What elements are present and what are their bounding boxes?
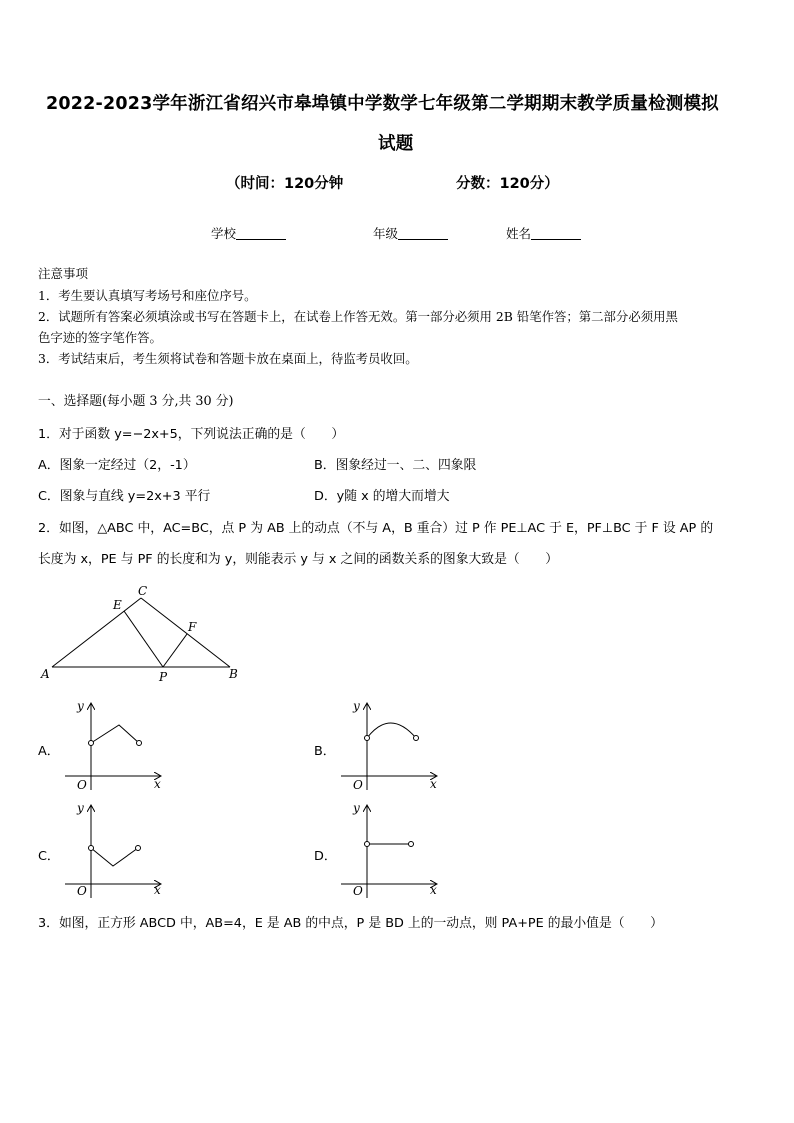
axis-x: x	[154, 777, 161, 791]
question-1-option-b[interactable]: B．图象经过一、二、四象限	[314, 458, 477, 473]
axis-x: x	[154, 883, 161, 897]
question-1-stem: 1．对于函数 y=−2x+5，下列说法正确的是（ ）	[38, 427, 345, 442]
question-1-option-a[interactable]: A．图象一定经过（2，-1）	[38, 458, 196, 473]
axis-y: y	[77, 801, 84, 815]
name-blank[interactable]	[531, 227, 581, 240]
axis-y: y	[353, 699, 360, 713]
notice-item-2: 2．试题所有答案必须填涂或书写在答题卡上，在试卷上作答无效。第一部分必须用 2B 铅笔作答；第二部分必须用黑	[38, 309, 678, 324]
notice-item-1: 1．考生要认真填写考场号和座位序号。	[38, 288, 257, 303]
page-title: 2022-2023学年浙江省绍兴市皋埠镇中学数学七年级第二学期期末教学质量检测模拟	[46, 94, 719, 114]
notice-item-2-continued: 色字迹的签字笔作答。	[38, 330, 162, 345]
notice-heading: 注意事项	[38, 266, 89, 281]
label-a: A	[41, 667, 50, 681]
graph-d	[338, 800, 448, 900]
grade-blank[interactable]	[398, 227, 448, 240]
label-p: P	[159, 670, 168, 684]
name-label: 姓名	[506, 226, 532, 241]
graph-b	[338, 696, 448, 796]
label-b: B	[229, 667, 238, 681]
axis-y: y	[353, 801, 360, 815]
school-field[interactable]	[211, 224, 286, 242]
question-2-option-b[interactable]: B．	[314, 744, 336, 759]
axis-origin: O	[353, 778, 363, 792]
label-c: C	[138, 584, 148, 598]
question-2-stem-continued: 长度为 x，PE 与 PF 的长度和为 y，则能表示 y 与 x 之间的函数关系的图象大致是（ ）	[38, 552, 559, 567]
grade-field[interactable]	[373, 224, 448, 242]
question-1-option-c[interactable]: C．图象与直线 y=2x+3 平行	[38, 489, 211, 504]
label-e: E	[113, 598, 122, 612]
graph-a	[62, 696, 172, 796]
axis-origin: O	[77, 884, 87, 898]
grade-label: 年级	[373, 226, 399, 241]
question-2-option-c[interactable]: C．	[38, 849, 60, 864]
question-2-option-d[interactable]: D．	[314, 849, 337, 864]
question-3-stem: 3．如图，正方形 ABCD 中，AB=4，E 是 AB 的中点，P 是 BD 上的一动点，则 PA+PE 的最小值是（ ）	[38, 916, 663, 931]
school-label: 学校	[211, 226, 237, 241]
axis-y: y	[77, 699, 84, 713]
axis-origin: O	[353, 884, 363, 898]
school-blank[interactable]	[236, 227, 286, 240]
question-2-option-a[interactable]: A．	[38, 744, 60, 759]
label-f: F	[188, 620, 197, 634]
triangle-figure	[36, 580, 246, 685]
page-title-continued: 试题	[378, 134, 414, 154]
question-1-option-d[interactable]: D．y随 x 的增大而增大	[314, 489, 450, 504]
axis-origin: O	[77, 778, 87, 792]
axis-x: x	[430, 883, 437, 897]
name-field[interactable]	[506, 224, 581, 242]
graph-c	[62, 800, 172, 900]
question-2-stem: 2．如图，△ABC 中，AC=BC，点 P 为 AB 上的动点（不与 A，B 重合）过 P 作 PE⊥AC 于 E，PF⊥BC 于 F 设 AP 的	[38, 521, 714, 536]
time-label: （时间：120分钟	[226, 176, 344, 192]
score-label: 分数：120分）	[456, 176, 559, 192]
section-heading: 一、选择题(每小题 3 分,共 30 分)	[38, 394, 234, 409]
axis-x: x	[430, 777, 437, 791]
notice-item-3: 3．考试结束后，考生须将试卷和答题卡放在桌面上，待监考员收回。	[38, 351, 418, 366]
